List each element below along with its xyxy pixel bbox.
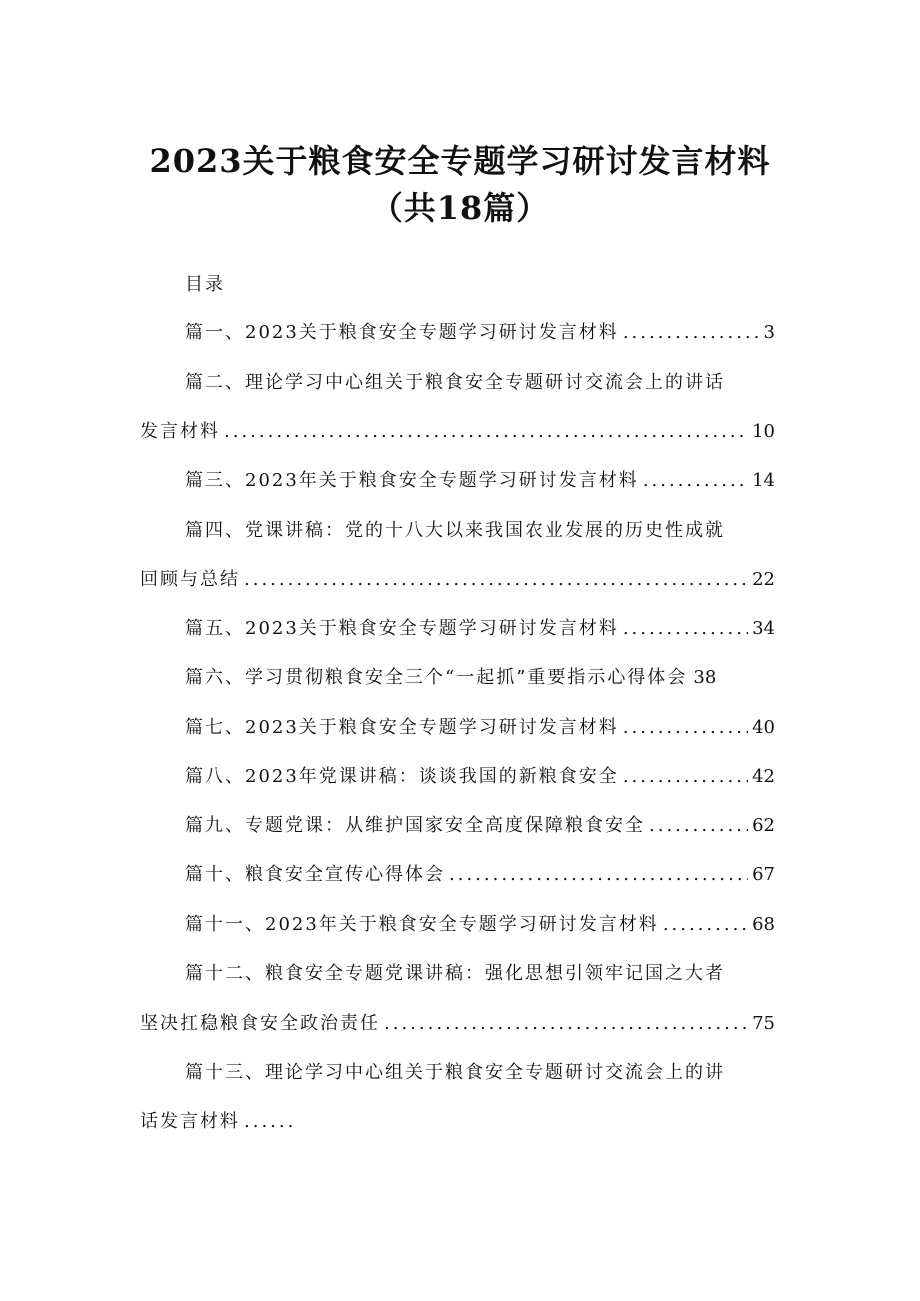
toc-entry-page: 67 [752,864,775,885]
toc-entry-title: 篇十、粮食安全宣传心得体会 [185,864,445,885]
toc-entry-title: 发言材料 [140,421,220,442]
toc-entry[interactable] [140,860,775,888]
toc-leader-dots [623,322,760,343]
toc-entry-title: 篇九、专题党课：从维护国家安全高度保障粮食安全 [185,815,645,836]
toc-entry[interactable] [140,368,775,396]
toc-entry-page: 34 [752,618,775,639]
toc-entry-title: 回顾与总结 [140,569,240,590]
toc-entry-page: 22 [752,569,775,590]
toc-entry[interactable] [140,318,775,346]
toc-entry-page: 40 [752,717,775,738]
toc-entry[interactable] [140,516,775,544]
toc-entry-title: 篇十三、理论学习中心组关于粮食安全专题研讨交流会上的讲 [185,1062,725,1083]
toc-entry-continuation[interactable] [140,1107,296,1135]
toc-entry-page: 68 [752,914,775,935]
toc-leader-dots [623,618,748,639]
toc-entry[interactable] [140,910,775,938]
toc-entry-title: 篇二、理论学习中心组关于粮食安全专题研讨交流会上的讲话 [185,372,725,393]
toc-entry[interactable] [140,959,775,987]
toc-entry-title: 篇三、2023年关于粮食安全专题学习研讨发言材料 [185,470,639,491]
toc-entry-page: 3 [763,322,775,343]
toc-entry-continuation[interactable] [140,417,775,445]
toc-entry-title: 篇五、2023关于粮食安全专题学习研讨发言材料 [185,618,619,639]
toc-leader-dots [649,815,748,836]
toc-leader-dots [623,717,748,738]
toc-entry-title: 话发言材料 [140,1111,240,1132]
toc-entry-page: 10 [752,421,775,442]
toc-entry-title: 篇八、2023年党课讲稿：谈谈我国的新粮食安全 [185,766,619,787]
toc-leader-dots [449,864,748,885]
toc-leader-dots [224,421,748,442]
toc-entry-title: 坚决扛稳粮食安全政治责任 [140,1013,380,1034]
toc-leader-dots [244,569,748,590]
toc-leader-dots [663,914,748,935]
toc-leader-dots [643,470,748,491]
toc-entry-title: 篇十二、粮食安全专题党课讲稿：强化思想引领牢记国之大者 [185,963,725,984]
toc-entry[interactable] [140,762,775,790]
toc-entry-title: 篇四、党课讲稿：党的十八大以来我国农业发展的历史性成就 [185,520,725,541]
toc-leader-dots [623,766,748,787]
toc-entry-page: 38 [693,667,717,688]
toc-leader-dots [384,1013,748,1034]
document-title-line-2: （共18篇） [370,189,550,227]
document-title-line-1: 2023关于粮食安全专题学习研讨发言材料 [149,142,771,180]
toc-entry-page: 75 [752,1013,775,1034]
toc-leader-dots [244,1111,292,1132]
toc-entry-page: 62 [752,815,775,836]
toc-entry[interactable] [140,713,775,741]
toc-entry-continuation[interactable] [140,565,775,593]
toc-entry[interactable] [140,811,775,839]
toc-entry-page: 14 [752,470,775,491]
toc-entry[interactable] [140,663,775,691]
toc-entry-title: 篇七、2023关于粮食安全专题学习研讨发言材料 [185,717,619,738]
toc-entry-page: 42 [752,766,775,787]
toc-entry-title: 篇一、2023关于粮食安全专题学习研讨发言材料 [185,322,619,343]
toc-entry[interactable] [140,466,775,494]
toc-entry[interactable] [140,1058,775,1086]
toc-heading: 目录 [185,274,225,295]
toc-entry-title: 篇六、学习贯彻粮食安全三个“一起抓”重要指示心得体会 [185,667,688,688]
toc-entry-title: 篇十一、2023年关于粮食安全专题学习研讨发言材料 [185,914,659,935]
toc-entry[interactable] [140,614,775,642]
toc-entry-continuation[interactable] [140,1009,775,1037]
